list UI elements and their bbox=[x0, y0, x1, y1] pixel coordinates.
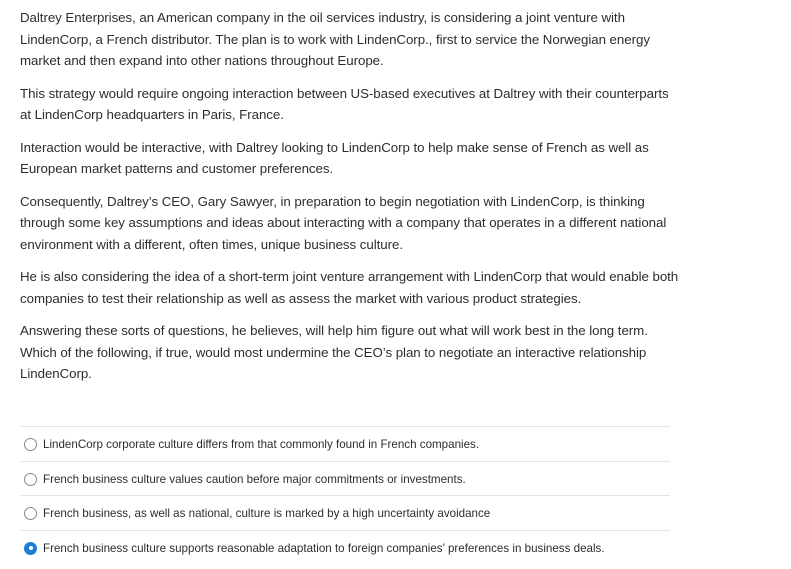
answer-option-1[interactable] bbox=[20, 427, 670, 462]
answer-option-label-1[interactable]: LindenCorp corporate culture differs from that commonly found in French companies. bbox=[43, 438, 480, 452]
answer-option-4[interactable] bbox=[20, 531, 670, 565]
question-paragraph-3: Interaction would be interactive, with Daltrey looking to LindenCorp to help make sense of French as well as European market patterns and customer preferences. bbox=[20, 139, 649, 176]
radio-button-4[interactable] bbox=[24, 542, 37, 555]
answer-option-2[interactable] bbox=[20, 462, 670, 497]
answer-option-label-2[interactable]: French business culture values caution before major commitments or investments. bbox=[43, 472, 466, 486]
answer-option-label-3[interactable]: French business, as well as national, culture is marked by a high uncertainty avoidance bbox=[43, 507, 491, 521]
question-paragraph-5: He is also considering the idea of a short-term joint venture arrangement with LindenCorp that would enable both companies to test their relationship as well as assess the market with various product strategies. bbox=[20, 269, 679, 306]
answer-options bbox=[20, 426, 670, 564]
answer-option-label-4[interactable]: French business culture supports reasonable adaptation to foreign companies’ preferences in business deals. bbox=[43, 541, 605, 555]
question-text bbox=[20, 7, 680, 396]
radio-button-2[interactable] bbox=[24, 473, 37, 486]
question-paragraph-2: This strategy would require ongoing interaction between US-based executives at Daltrey with their counterparts at LindenCorp headquarters in Paris, France. bbox=[20, 85, 669, 122]
answer-option-3[interactable] bbox=[20, 496, 670, 531]
question-paragraph-4: Consequently, Daltrey’s CEO, Gary Sawyer, in preparation to begin negotiation with LindenCorp, is thinking through some key assumptions and ideas about interacting with a company that operates in a different national environment with a different, often times, unique business culture. bbox=[20, 193, 667, 252]
radio-button-1[interactable] bbox=[24, 438, 37, 451]
question-paragraph-6: Answering these sorts of questions, he believes, will help him figure out what will work best in the long term. Which of the following, if true, would most undermine the CEO’s plan to negotiate an interactive relationship LindenCorp. bbox=[20, 323, 648, 381]
question-paragraph-1: Daltrey Enterprises, an American company in the oil services industry, is considering a joint venture with LindenCorp, a French distributor. The plan is to work with LindenCorp., first to service the Norwegian energy market and then expand into other nations throughout Europe. bbox=[20, 10, 650, 68]
radio-button-3[interactable] bbox=[24, 507, 37, 520]
